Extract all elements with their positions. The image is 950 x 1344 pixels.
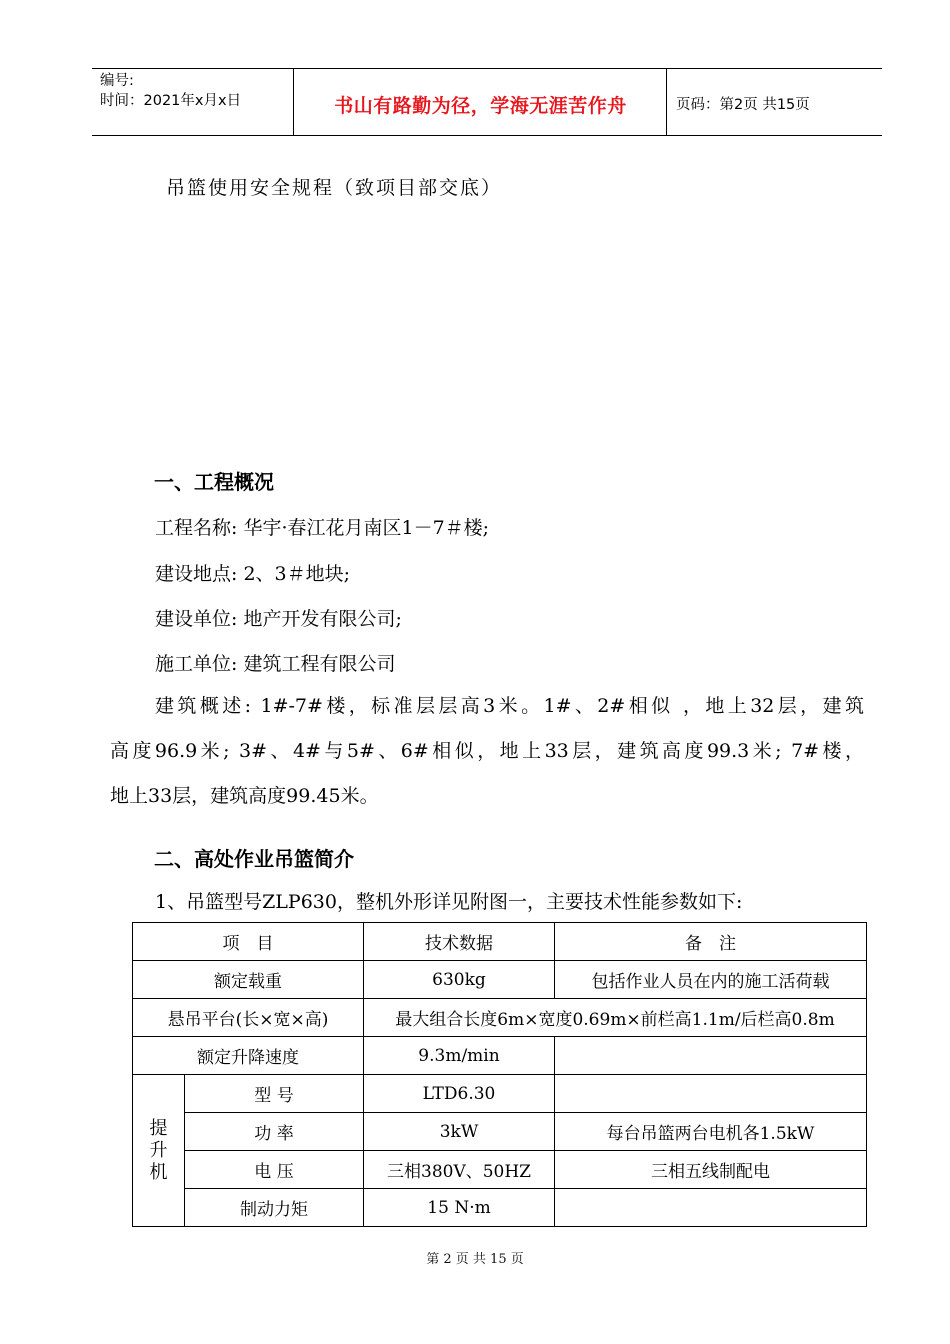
project-location-line: 建设地点: 2、3＃地块; bbox=[155, 563, 351, 585]
header-meta bbox=[100, 71, 241, 111]
table-row bbox=[133, 961, 867, 999]
header-page-info: 页码：第2页 共15页 bbox=[676, 97, 810, 113]
spec-table bbox=[132, 922, 867, 1227]
table-cell-note bbox=[555, 1037, 867, 1075]
document-title: 吊篮使用安全规程（致项目部交底） bbox=[166, 177, 503, 199]
table-row bbox=[133, 999, 867, 1037]
table-row bbox=[133, 1189, 867, 1227]
header-divider bbox=[293, 68, 294, 135]
section2-heading: 二、高处作业吊篮简介 bbox=[154, 847, 354, 871]
table-cell-note: 三相五线制配电 bbox=[555, 1151, 867, 1189]
overview-line: 地上33层，建筑高度99.45米。 bbox=[110, 785, 379, 807]
table-cell-item: 功 率 bbox=[185, 1113, 364, 1151]
table-cell-data: 三相380V、50HZ bbox=[364, 1151, 555, 1189]
table-cell-data: 630kg bbox=[364, 961, 555, 999]
table-row bbox=[133, 1113, 867, 1151]
hoist-group-label bbox=[133, 1075, 185, 1227]
table-cell-item: 额定升降速度 bbox=[133, 1037, 364, 1075]
header-top-rule bbox=[92, 68, 882, 69]
table-cell-note: 每台吊篮两台电机各1.5kW bbox=[555, 1113, 867, 1151]
section1-heading: 一、工程概况 bbox=[154, 470, 274, 494]
table-cell-item: 型 号 bbox=[185, 1075, 364, 1113]
page-footer: 第 2 页 共 15 页 bbox=[426, 1252, 524, 1267]
contractor-line: 施工单位: 建筑工程有限公司 bbox=[155, 653, 396, 675]
table-cell-data: 15 N·m bbox=[364, 1189, 555, 1227]
overview-line: 建筑概述: 1#-7#楼，标准层层高3米。1#、2#相似 ，地上32层，建筑 bbox=[155, 695, 864, 717]
table-cell-item: 电 压 bbox=[185, 1151, 364, 1189]
table-header-cell: 备 注 bbox=[555, 923, 867, 961]
table-row bbox=[133, 1037, 867, 1075]
overview-line: 高度96.9米; 3#、4#与5#、6#相似，地上33层，建筑高度99.3米; 7#楼， bbox=[110, 740, 864, 762]
project-name-line: 工程名称: 华宇·春江花月南区1－7＃楼; bbox=[155, 517, 490, 539]
hoist-label-char: 机 bbox=[149, 1161, 168, 1183]
table-cell-item: 制动力矩 bbox=[185, 1189, 364, 1227]
table-cell-note bbox=[555, 1075, 867, 1113]
section2-intro: 1、吊篮型号ZLP630，整机外形详见附图一，主要技术性能参数如下: bbox=[155, 891, 743, 913]
table-cell-item: 额定载重 bbox=[133, 961, 364, 999]
header-date: 时间：2021年x月x日 bbox=[100, 93, 242, 109]
table-cell-item: 悬吊平台(长×宽×高) bbox=[133, 999, 364, 1037]
table-cell-note: 包括作业人员在内的施工活荷载 bbox=[555, 961, 867, 999]
table-cell-data: 最大组合长度6m×宽度0.69m×前栏高1.1m/后栏高0.8m bbox=[364, 999, 867, 1037]
table-row bbox=[133, 1075, 867, 1113]
table-row bbox=[133, 1151, 867, 1189]
table-cell-note bbox=[555, 1189, 867, 1227]
developer-line: 建设单位: 地产开发有限公司; bbox=[155, 608, 402, 630]
header-motto: 书山有路勤为径，学海无涯苦作舟 bbox=[334, 95, 627, 117]
header-bottom-rule bbox=[92, 135, 882, 136]
table-cell-data: LTD6.30 bbox=[364, 1075, 555, 1113]
header-code-label: 编号: bbox=[100, 73, 134, 89]
hoist-label-char: 升 bbox=[149, 1139, 168, 1161]
table-header-row bbox=[133, 923, 867, 961]
table-header-cell: 项 目 bbox=[133, 923, 364, 961]
building-overview bbox=[110, 684, 864, 819]
hoist-label-char: 提 bbox=[149, 1117, 168, 1139]
table-cell-data: 3kW bbox=[364, 1113, 555, 1151]
table-cell-data: 9.3m/min bbox=[364, 1037, 555, 1075]
table-header-cell: 技术数据 bbox=[364, 923, 555, 961]
header-divider bbox=[666, 68, 667, 135]
